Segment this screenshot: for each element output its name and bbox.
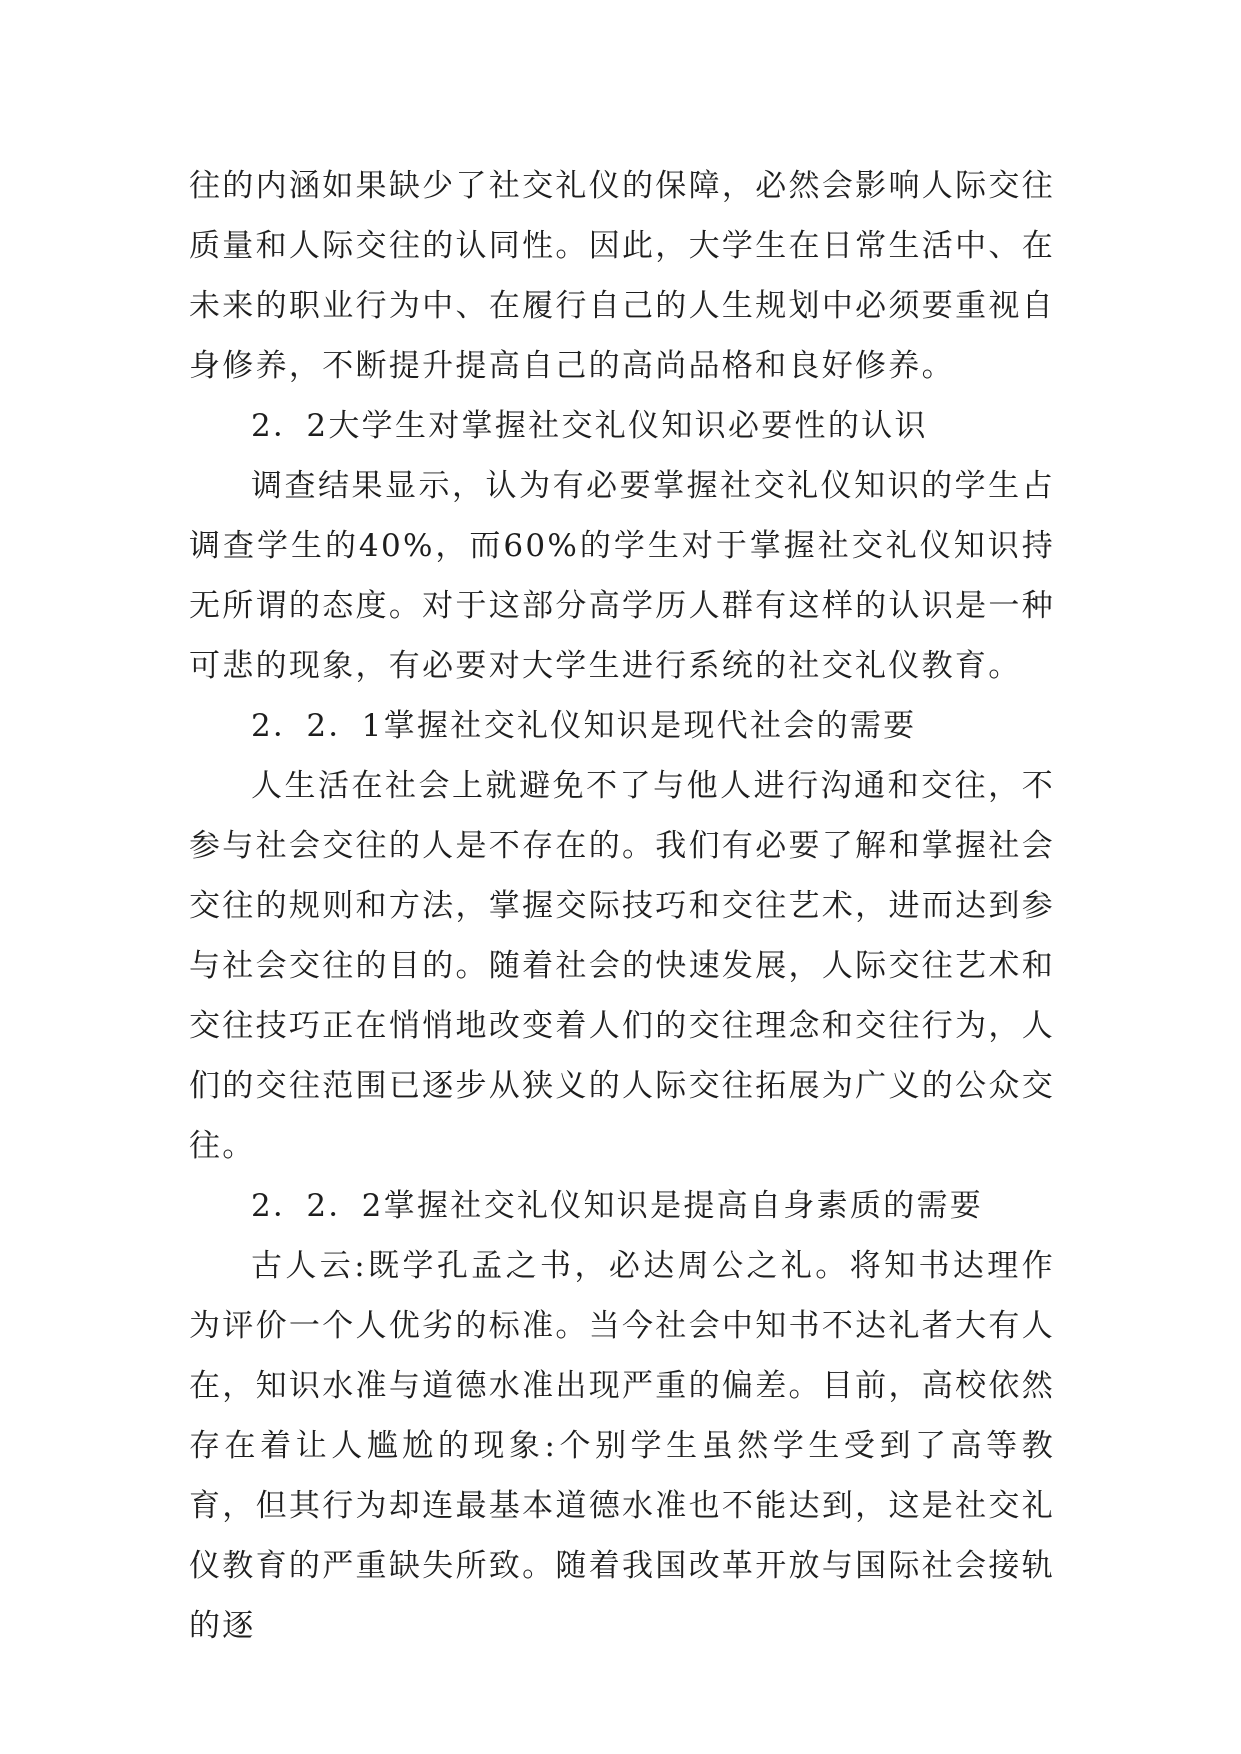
section-heading-2-2-1: 2．2．1掌握社交礼仪知识是现代社会的需要 — [251, 708, 917, 744]
paragraph-survey-results: 调查结果显示，认为有必要掌握社交礼仪知识的学生占调查学生的40%，而60%的学生对于掌握社交礼仪知识持无所谓的态度。对于这部分高学历人群有这样的认识是一种可悲的现象，有必要对大学生进行系统的社交礼仪教育。 — [189, 468, 1055, 684]
section-heading-2-2: 2．2大学生对掌握社交礼仪知识必要性的认识 — [251, 408, 928, 444]
paragraph-self-quality: 古人云:既学孔孟之书，必达周公之礼。将知书达理作为评价一个人优劣的标准。当今社会中知书不达礼者大有人在，知识水准与道德水准出现严重的偏差。目前，高校依然存在着让人尴尬的现象:个别学生虽然学生受到了高等教育，但其行为却连最基本道德水准也不能达到，这是社交礼仪教育的严重缺失所致。随着我国改革开放与国际社会接轨的逐 — [189, 1248, 1055, 1644]
paragraph-continued: 往的内涵如果缺少了社交礼仪的保障，必然会影响人际交往质量和人际交往的认同性。因此，大学生在日常生活中、在未来的职业行为中、在履行自己的人生规划中必须要重视自身修养，不断提升提高自己的高尚品格和良好修养。 — [189, 168, 1055, 384]
section-heading-2-2-2: 2．2．2掌握社交礼仪知识是提高自身素质的需要 — [251, 1188, 984, 1224]
paragraph-social-needs: 人生活在社会上就避免不了与他人进行沟通和交往，不参与社会交往的人是不存在的。我们有必要了解和掌握社会交往的规则和方法，掌握交际技巧和交往艺术，进而达到参与社会交往的目的。随着社会的快速发展，人际交往艺术和交往技巧正在悄悄地改变着人们的交往理念和交往行为，人们的交往范围已逐步从狭义的人际交往拓展为广义的公众交往。 — [189, 768, 1055, 1164]
document-page — [189, 156, 1055, 1656]
